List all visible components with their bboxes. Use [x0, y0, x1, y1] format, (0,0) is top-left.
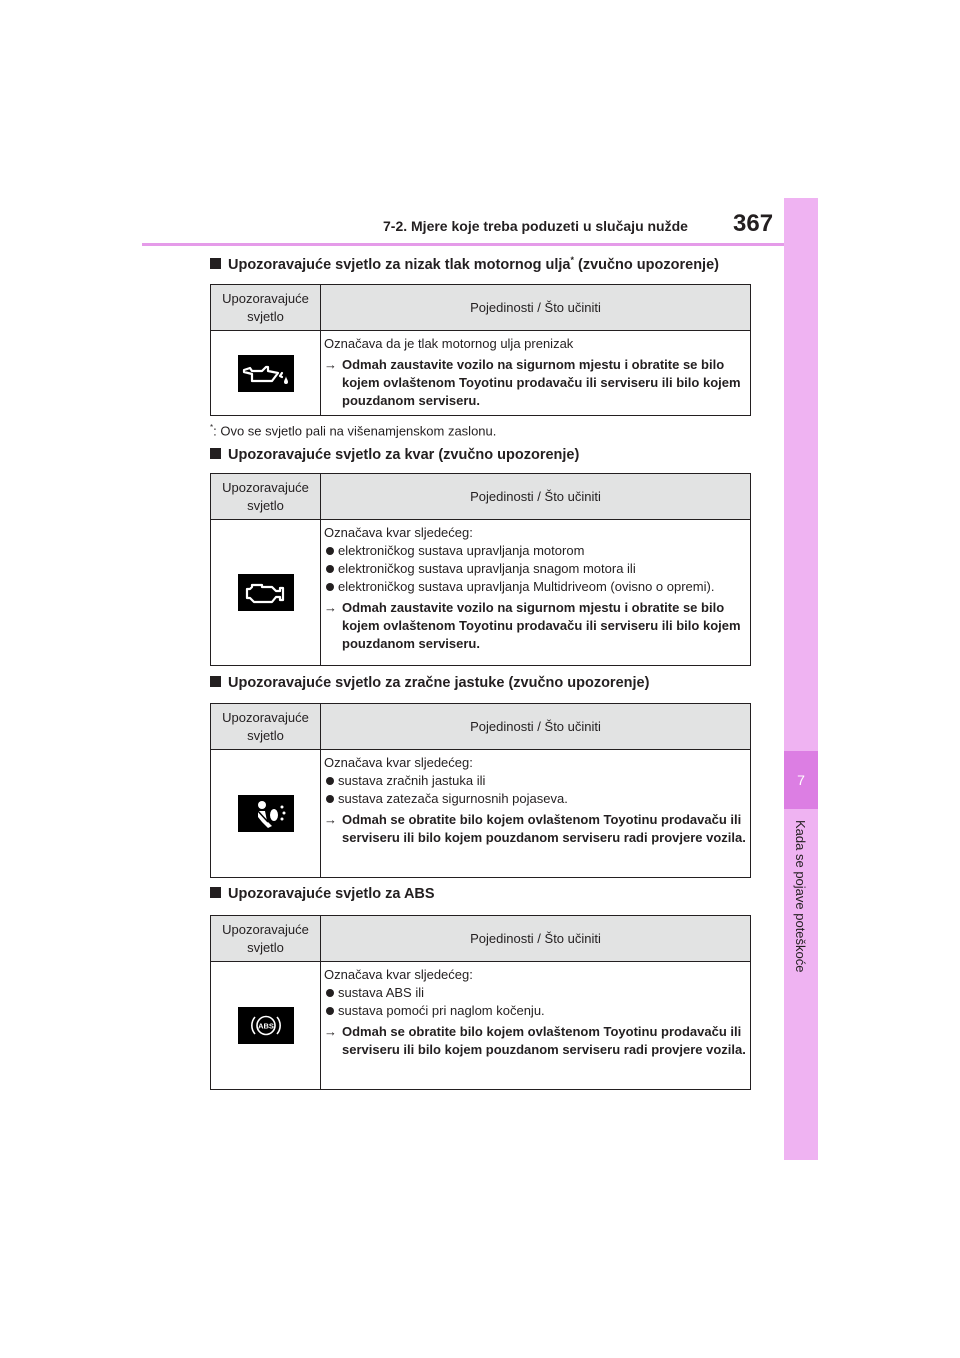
- icon-cell: [211, 962, 321, 1090]
- footnote-text: : Ovo se svjetlo pali na višenamjenskom zaslonu.: [213, 423, 497, 439]
- chapter-number-tab: [784, 751, 818, 809]
- col-header-light: Upozoravajuće svjetlo: [211, 285, 321, 331]
- abs-icon-text: ABS: [257, 1021, 274, 1031]
- details-cell: [321, 962, 751, 1090]
- heading-text: Upozoravajuće svjetlo za nizak tlak motornog ulja: [228, 256, 571, 273]
- bullet-item: sustava zračnih jastuka ili: [324, 772, 747, 790]
- table-malfunction: [210, 473, 751, 666]
- bullet-item: sustava zatezača sigurnosnih pojaseva.: [324, 790, 747, 808]
- section-heading-oil: [210, 255, 719, 273]
- section-title: 7-2. Mjere koje treba poduzeti u slučaju nužde: [383, 218, 688, 234]
- icon-cell: [211, 520, 321, 666]
- icon-cell: [211, 750, 321, 878]
- details-intro: Označava da je tlak motornog ulja prenizak: [324, 336, 574, 351]
- heading-tail: (zvučno upozorenje): [573, 256, 719, 273]
- col-header-details: Pojedinosti / Što učiniti: [321, 474, 751, 520]
- action-text: [324, 599, 747, 653]
- check-engine-icon: [238, 574, 294, 611]
- arrow-icon: →: [324, 357, 337, 372]
- col-header-details: Pojedinosti / Što učiniti: [321, 285, 751, 331]
- heading-text: Upozoravajuće svjetlo za zračne jastuke (zvučno upozorenje): [228, 675, 650, 691]
- square-bullet-icon: [210, 258, 221, 269]
- abs-icon: [238, 1007, 294, 1044]
- bullet-item: elektroničkog sustava upravljanja Multidriveom (ovisno o opremi).: [324, 578, 747, 596]
- section-heading-abs: [210, 886, 435, 902]
- col-header-light: Upozoravajuće svjetlo: [211, 916, 321, 962]
- heading-text: Upozoravajuće svjetlo za ABS: [228, 886, 435, 902]
- bullet-item: sustava pomoći pri naglom kočenju.: [324, 1002, 747, 1020]
- details-cell: [321, 520, 751, 666]
- details-intro: Označava kvar sljedećeg:: [324, 967, 473, 982]
- section-heading-malfunction: [210, 447, 579, 463]
- chapter-number: 7: [797, 772, 805, 788]
- table-airbag: [210, 703, 751, 878]
- square-bullet-icon: [210, 887, 221, 898]
- table-abs: [210, 915, 751, 1090]
- page-number: 367: [733, 210, 774, 237]
- action-content: Odmah se obratite bilo kojem ovlaštenom Toyotinu prodavaču ili serviseru ili bilo kojem pouzdanom serviseru radi provjere vozila.: [342, 812, 746, 845]
- footnote: [210, 423, 496, 438]
- heading-sup: *: [570, 255, 574, 265]
- airbag-icon: [238, 795, 294, 832]
- oil-pressure-icon: [238, 355, 294, 392]
- details-intro: Označava kvar sljedećeg:: [324, 755, 473, 770]
- arrow-icon: →: [324, 812, 337, 827]
- action-content: Odmah zaustavite vozilo na sigurnom mjestu i obratite se bilo kojem ovlaštenom Toyotinu prodavaču ili serviseru ili bilo kojem pouzdanom serviseru.: [342, 357, 741, 408]
- arrow-icon: →: [324, 1024, 337, 1039]
- header-rule: [142, 243, 784, 246]
- action-text: [324, 811, 747, 847]
- action-text: [324, 1023, 747, 1059]
- square-bullet-icon: [210, 676, 221, 687]
- col-header-details: Pojedinosti / Što učiniti: [321, 704, 751, 750]
- icon-cell: [211, 331, 321, 416]
- details-cell: [321, 331, 751, 416]
- bullet-item: elektroničkog sustava upravljanja motorom: [324, 542, 747, 560]
- col-header-light: Upozoravajuće svjetlo: [211, 704, 321, 750]
- details-cell: [321, 750, 751, 878]
- chapter-label: Kada se pojave poteškoće: [793, 820, 808, 973]
- action-content: Odmah zaustavite vozilo na sigurnom mjestu i obratite se bilo kojem ovlaštenom Toyotinu prodavaču ili serviseru ili bilo kojem pouzdanom serviseru.: [342, 600, 741, 651]
- section-heading-airbag: [210, 675, 649, 691]
- arrow-icon: →: [324, 600, 337, 615]
- col-header-light: Upozoravajuće svjetlo: [211, 474, 321, 520]
- action-content: Odmah se obratite bilo kojem ovlaštenom Toyotinu prodavaču ili serviseru ili bilo kojem pouzdanom serviseru radi provjere vozila.: [342, 1024, 746, 1057]
- col-header-details: Pojedinosti / Što učiniti: [321, 916, 751, 962]
- chapter-side-tab: [784, 198, 818, 1160]
- table-oil: [210, 284, 751, 416]
- bullet-item: elektroničkog sustava upravljanja snagom motora ili: [324, 560, 747, 578]
- footnote-mark: *: [210, 423, 214, 432]
- heading-text: Upozoravajuće svjetlo za kvar (zvučno upozorenje): [228, 447, 580, 463]
- details-intro: Označava kvar sljedećeg:: [324, 525, 473, 540]
- action-text: [324, 356, 747, 410]
- bullet-item: sustava ABS ili: [324, 984, 747, 1002]
- square-bullet-icon: [210, 448, 221, 459]
